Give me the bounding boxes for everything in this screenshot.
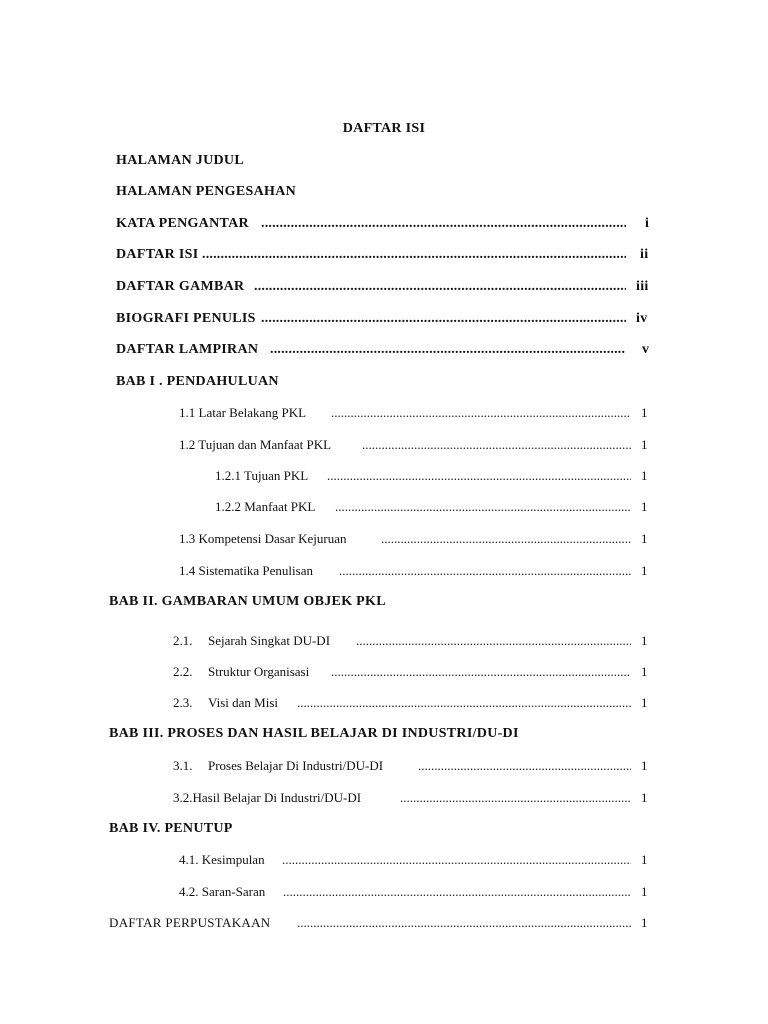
toc-entry-page: 1	[641, 915, 648, 930]
toc-entry-4-2	[179, 883, 659, 901]
dot-leader	[356, 632, 631, 650]
dot-leader	[331, 404, 631, 422]
toc-entry-label: Struktur Organisasi	[208, 664, 310, 679]
toc-entry-label: 4.2. Saran-Saran	[179, 884, 266, 899]
toc-entry-page: v	[642, 342, 650, 357]
toc-entry-daftar-lampiran	[116, 341, 656, 359]
toc-entry-biografi-penulis	[116, 310, 656, 328]
dot-leader	[261, 310, 626, 328]
toc-entry-number: 2.2.	[173, 664, 193, 679]
toc-entry-label: 1.3 Kompetensi Dasar Kejuruan	[179, 531, 347, 546]
toc-entry-daftar-isi	[116, 246, 656, 264]
dot-leader	[327, 467, 631, 485]
toc-entry-1-3	[179, 530, 659, 548]
toc-entry-page: 1	[641, 563, 648, 578]
toc-entry-1-4	[179, 562, 659, 580]
toc-heading-halaman-pengesahan: HALAMAN PENGESAHAN	[116, 184, 297, 199]
toc-entry-label: Sejarah Singkat DU-DI	[208, 633, 331, 648]
toc-entry-label: DAFTAR ISI	[116, 247, 199, 262]
toc-entry-daftar-perpustakaan	[109, 914, 659, 932]
toc-entry-1-2	[179, 436, 659, 454]
toc-entry-1-1	[179, 404, 659, 422]
dot-leader	[331, 663, 631, 681]
toc-entry-2-3	[173, 694, 659, 712]
toc-entry-2-2	[173, 663, 659, 681]
toc-entry-label: Proses Belajar Di Industri/DU-DI	[208, 758, 384, 773]
toc-entry-4-1	[179, 851, 659, 869]
toc-entry-label: 1.2 Tujuan dan Manfaat PKL	[179, 437, 332, 452]
toc-entry-page: 1	[641, 852, 648, 867]
toc-entry-label: 4.1. Kesimpulan	[179, 852, 265, 867]
dot-leader	[418, 757, 631, 775]
toc-entry-page: 1	[641, 468, 648, 483]
toc-entry-1-2-1	[215, 467, 659, 485]
toc-entry-label: 3.2.Hasil Belajar Di Industri/DU-DI	[173, 790, 362, 805]
toc-entry-2-1	[173, 632, 659, 650]
toc-entry-page: 1	[641, 758, 648, 773]
toc-entry-1-2-2	[215, 498, 659, 516]
dot-leader	[254, 278, 626, 296]
toc-entry-page: 1	[641, 790, 648, 805]
toc-entry-label: 1.4 Sistematika Penulisan	[179, 563, 313, 578]
dot-leader	[362, 436, 631, 454]
toc-entry-label: BIOGRAFI PENULIS	[116, 311, 256, 326]
dot-leader	[400, 789, 631, 807]
toc-entry-number: 2.1.	[173, 633, 193, 648]
toc-entry-page: i	[645, 216, 650, 231]
toc-entry-page: 1	[641, 499, 648, 514]
toc-entry-page: 1	[641, 664, 648, 679]
dot-leader	[335, 498, 631, 516]
toc-entry-label: 1.2.2 Manfaat PKL	[215, 499, 316, 514]
toc-entry-page: 1	[641, 405, 648, 420]
toc-entry-label: 1.2.1 Tujuan PKL	[215, 468, 309, 483]
toc-entry-label: 1.1 Latar Belakang PKL	[179, 405, 307, 420]
dot-leader	[282, 851, 631, 869]
chapter-heading-bab-2: BAB II. GAMBARAN UMUM OBJEK PKL	[109, 594, 386, 609]
toc-entry-label: DAFTAR LAMPIRAN	[116, 342, 259, 357]
toc-entry-page: 1	[641, 884, 648, 899]
toc-entry-3-2	[173, 789, 659, 807]
dot-leader	[261, 215, 626, 233]
dot-leader	[202, 246, 626, 264]
chapter-heading-bab-1: BAB I . PENDAHULUAN	[116, 374, 279, 389]
toc-entry-label: DAFTAR PERPUSTAKAAN	[109, 915, 271, 930]
toc-entry-page: 1	[641, 633, 648, 648]
chapter-heading-bab-4: BAB IV. PENUTUP	[109, 821, 233, 836]
toc-entry-label: KATA PENGANTAR	[116, 216, 249, 231]
toc-entry-label: Visi dan Misi	[208, 695, 279, 710]
toc-entry-page: 1	[641, 531, 648, 546]
chapter-heading-bab-3: BAB III. PROSES DAN HASIL BELAJAR DI INDUSTRI/DU-DI	[109, 726, 519, 741]
toc-entry-3-1	[173, 757, 659, 775]
toc-heading-halaman-judul: HALAMAN JUDUL	[116, 153, 244, 168]
toc-entry-number: 2.3.	[173, 695, 193, 710]
dot-leader	[297, 914, 631, 932]
toc-entry-page: iv	[636, 311, 648, 326]
toc-entry-page: iii	[636, 279, 649, 294]
toc-entry-number: 3.1.	[173, 758, 193, 773]
page-title: DAFTAR ISI	[342, 121, 426, 136]
toc-entry-page: ii	[640, 247, 649, 262]
toc-entry-page: 1	[641, 437, 648, 452]
dot-leader	[381, 530, 631, 548]
dot-leader	[283, 883, 631, 901]
dot-leader	[297, 694, 631, 712]
dot-leader	[270, 341, 626, 359]
toc-entry-page: 1	[641, 695, 648, 710]
toc-entry-kata-pengantar	[116, 215, 656, 233]
toc-entry-label: DAFTAR GAMBAR	[116, 279, 245, 294]
dot-leader	[339, 562, 631, 580]
toc-entry-daftar-gambar	[116, 278, 656, 296]
